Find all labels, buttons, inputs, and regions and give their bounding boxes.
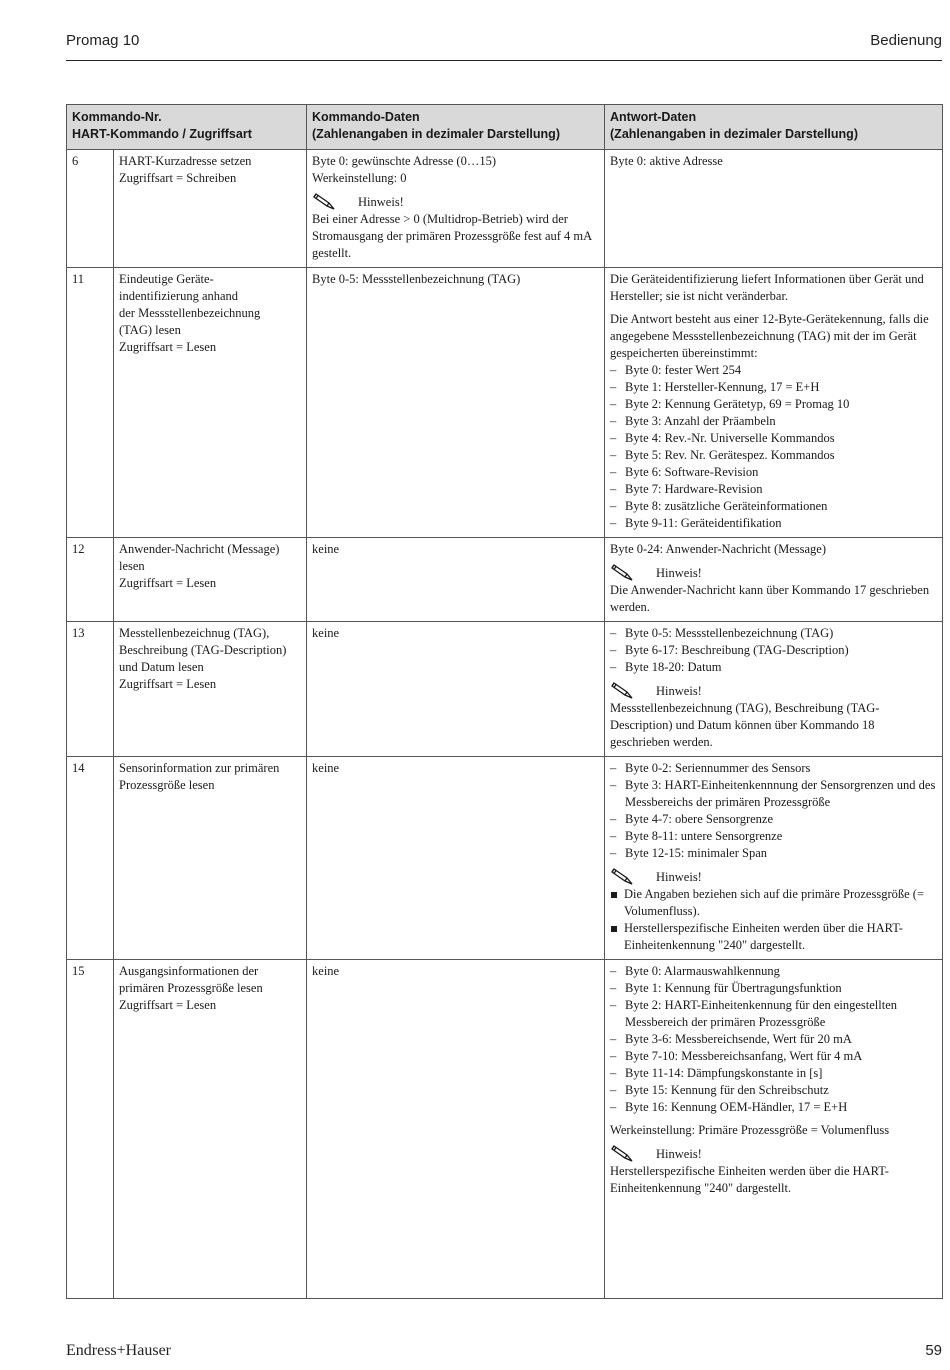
command-line: Messtellenbezeichnug (TAG),: [119, 626, 270, 640]
list-item: – Byte 8: zusätzliche Geräteinformationen: [610, 498, 937, 515]
list-item: – Byte 0-5: Messstellenbezeichnung (TAG): [610, 625, 937, 642]
command-description: [114, 960, 307, 1299]
page-number: 59: [925, 1342, 942, 1359]
list-item: – Byte 4: Rev.-Nr. Universelle Kommandos: [610, 430, 937, 447]
pencil-icon: [610, 564, 634, 582]
data-line: keine: [312, 626, 340, 640]
list-item: – Byte 4-7: obere Sensorgrenze: [610, 811, 937, 828]
list-item: – Byte 6-17: Beschreibung (TAG-Description): [610, 642, 937, 659]
table-row: [67, 622, 943, 757]
hint-heading: [610, 564, 937, 582]
column-header-command-data: [307, 105, 605, 150]
answer-data: [605, 150, 943, 268]
pencil-icon: [610, 682, 634, 700]
command-line: Zugriffsart = Lesen: [119, 576, 217, 590]
list-item: – Byte 0: fester Wert 254: [610, 362, 937, 379]
list-item: – Byte 1: Kennung für Übertragungsfunktion: [610, 980, 937, 997]
hart-command-table: [66, 104, 943, 1299]
list-item: – Byte 0: Alarmauswahlkennung: [610, 963, 937, 980]
table-row: [67, 960, 943, 1299]
command-line: Zugriffsart = Lesen: [119, 677, 217, 691]
command-number: 12: [67, 538, 114, 622]
hint-label: Hinweis!: [656, 1146, 702, 1161]
data-line: keine: [312, 542, 340, 556]
column-header-answer-data: [605, 105, 943, 150]
command-line: lesen: [119, 559, 145, 573]
answer-data: [605, 622, 943, 757]
command-line: Zugriffsart = Schreiben: [119, 171, 237, 185]
bullet-list: [610, 963, 937, 1116]
command-line: Eindeutige Geräte-: [119, 272, 214, 286]
command-description: [114, 268, 307, 538]
list-item: – Byte 6: Software-Revision: [610, 464, 937, 481]
hint-text: Herstellerspezifische Einheiten werden über die HART-Einheitenkennung "240" dargestellt.: [610, 1164, 889, 1195]
command-line: Beschreibung (TAG-Description): [119, 643, 287, 657]
list-item: – Byte 0-2: Seriennummer des Sensors: [610, 760, 937, 777]
hint-block: [610, 682, 937, 751]
answer-data: [605, 757, 943, 960]
command-description: [114, 150, 307, 268]
answer-text: Byte 0: aktive Adresse: [610, 154, 723, 168]
table-row: [67, 268, 943, 538]
list-item: Die Angaben beziehen sich auf die primäre Prozessgröße (= Volumenfluss).: [610, 886, 937, 920]
list-item: – Byte 7: Hardware-Revision: [610, 481, 937, 498]
list-item: – Byte 3-6: Messbereichsende, Wert für 20 mA: [610, 1031, 937, 1048]
list-item: – Byte 18-20: Datum: [610, 659, 937, 676]
command-data: [307, 960, 605, 1299]
command-number: 13: [67, 622, 114, 757]
data-line: keine: [312, 761, 340, 775]
running-header-section: Bedienung: [870, 32, 942, 49]
command-number: 14: [67, 757, 114, 960]
hint-block: [610, 868, 937, 954]
pencil-icon: [610, 1145, 634, 1163]
table-row: [67, 538, 943, 622]
command-line: Zugriffsart = Lesen: [119, 998, 217, 1012]
command-number: 6: [67, 150, 114, 268]
command-line: (TAG) lesen: [119, 323, 181, 337]
list-item: – Byte 15: Kennung für den Schreibschutz: [610, 1082, 937, 1099]
running-header-title: Promag 10: [66, 32, 140, 49]
list-item: – Byte 3: Anzahl der Präambeln: [610, 413, 937, 430]
command-line: indentifizierung anhand: [119, 289, 239, 303]
command-data: [307, 268, 605, 538]
answer-text: Die Geräteidentifizierung liefert Informationen über Gerät und Hersteller; sie ist nicht veränderbar.: [610, 272, 924, 303]
command-description: [114, 622, 307, 757]
answer-text: Byte 0-24: Anwender-Nachricht (Message): [610, 542, 827, 556]
list-item: – Byte 8-11: untere Sensorgrenze: [610, 828, 937, 845]
hint-text: Die Anwender-Nachricht kann über Kommando 17 geschrieben werden.: [610, 583, 930, 614]
hint-heading: [610, 682, 937, 700]
hint-heading: [312, 193, 599, 211]
command-data: [307, 150, 605, 268]
hint-heading: [610, 1145, 937, 1163]
column-header-line: Kommando-Daten: [312, 110, 420, 124]
data-line: Byte 0-5: Messstellenbezeichnung (TAG): [312, 272, 521, 286]
command-data: [307, 757, 605, 960]
answer-text: Die Antwort besteht aus einer 12-Byte-Gerätekennung, falls die angegebene Messstellenbezeichnung (TAG) mit der im Gerät gespeicherten übereinstimmt:: [610, 312, 929, 360]
hint-block: [312, 193, 599, 262]
header-rule: [66, 60, 942, 61]
table-header-row: [67, 105, 943, 150]
command-data: [307, 622, 605, 757]
command-number: 15: [67, 960, 114, 1299]
column-header-line: Kommando-Nr.: [72, 110, 162, 124]
list-item: – Byte 2: Kennung Gerätetyp, 69 = Promag 10: [610, 396, 937, 413]
data-line: Werkeinstellung: 0: [312, 171, 407, 185]
command-description: [114, 757, 307, 960]
pencil-icon: [610, 868, 634, 886]
list-item: – Byte 11-14: Dämpfungskonstante in [s]: [610, 1065, 937, 1082]
command-line: primären Prozessgröße lesen: [119, 981, 263, 995]
answer-data: [605, 268, 943, 538]
bullet-list: [610, 625, 937, 676]
list-item: – Byte 16: Kennung OEM-Händler, 17 = E+H: [610, 1099, 937, 1116]
command-description: [114, 538, 307, 622]
pencil-icon: [312, 193, 336, 211]
hint-label: Hinweis!: [656, 683, 702, 698]
hint-block: [610, 564, 937, 616]
table-row: [67, 150, 943, 268]
list-item: – Byte 2: HART-Einheitenkennung für den eingestellten Messbereich der primären Prozessgröße: [610, 997, 937, 1031]
hint-heading: [610, 868, 937, 886]
hint-label: Hinweis!: [656, 565, 702, 580]
list-item: – Byte 12-15: minimaler Span: [610, 845, 937, 862]
hint-block: [610, 1145, 937, 1197]
column-header-line: (Zahlenangaben in dezimaler Darstellung): [312, 127, 560, 141]
bullet-list: [610, 760, 937, 862]
column-header-command: [67, 105, 307, 150]
command-line: Ausgangsinformationen der: [119, 964, 259, 978]
hint-label: Hinweis!: [656, 869, 702, 884]
bullet-list: [610, 362, 937, 532]
command-line: Zugriffsart = Lesen: [119, 340, 217, 354]
list-item: – Byte 7-10: Messbereichsanfang, Wert für 4 mA: [610, 1048, 937, 1065]
answer-data: [605, 538, 943, 622]
command-line: Sensorinformation zur primären: [119, 761, 280, 775]
hint-label: Hinweis!: [358, 194, 404, 209]
list-item: – Byte 5: Rev. Nr. Gerätespez. Kommandos: [610, 447, 937, 464]
command-data: [307, 538, 605, 622]
column-header-line: (Zahlenangaben in dezimaler Darstellung): [610, 127, 858, 141]
command-line: Anwender-Nachricht (Message): [119, 542, 280, 556]
list-item: – Byte 3: HART-Einheitenkennnung der Sensorgrenzen und des Messbereichs der primären Prozessgröße: [610, 777, 937, 811]
data-line: Byte 0: gewünschte Adresse (0…15): [312, 154, 497, 168]
list-item: – Byte 9-11: Geräteidentifikation: [610, 515, 937, 532]
command-number: 11: [67, 268, 114, 538]
answer-text: Werkeinstellung: Primäre Prozessgröße = Volumenfluss: [610, 1123, 890, 1137]
hint-text: Messstellenbezeichnung (TAG), Beschreibung (TAG-Description) und Datum können über Kommando 18 geschrieben werden.: [610, 701, 880, 749]
list-item: Herstellerspezifische Einheiten werden über die HART-Einheitenkennung "240" dargestellt.: [610, 920, 937, 954]
command-line: der Messstellenbezeichnung: [119, 306, 261, 320]
column-header-line: HART-Kommando / Zugriffsart: [72, 127, 252, 141]
bullet-list: [610, 886, 937, 954]
data-line: keine: [312, 964, 340, 978]
command-line: Prozessgröße lesen: [119, 778, 215, 792]
footer-company: Endress+Hauser: [66, 1342, 171, 1359]
list-item: – Byte 1: Hersteller-Kennung, 17 = E+H: [610, 379, 937, 396]
column-header-line: Antwort-Daten: [610, 110, 697, 124]
answer-data: [605, 960, 943, 1299]
table-row: [67, 757, 943, 960]
command-line: HART-Kurzadresse setzen: [119, 154, 252, 168]
command-line: und Datum lesen: [119, 660, 204, 674]
hint-text: Bei einer Adresse > 0 (Multidrop-Betrieb) wird der Stromausgang der primären Prozessgröße fest auf 4 mA gestellt.: [312, 212, 592, 260]
